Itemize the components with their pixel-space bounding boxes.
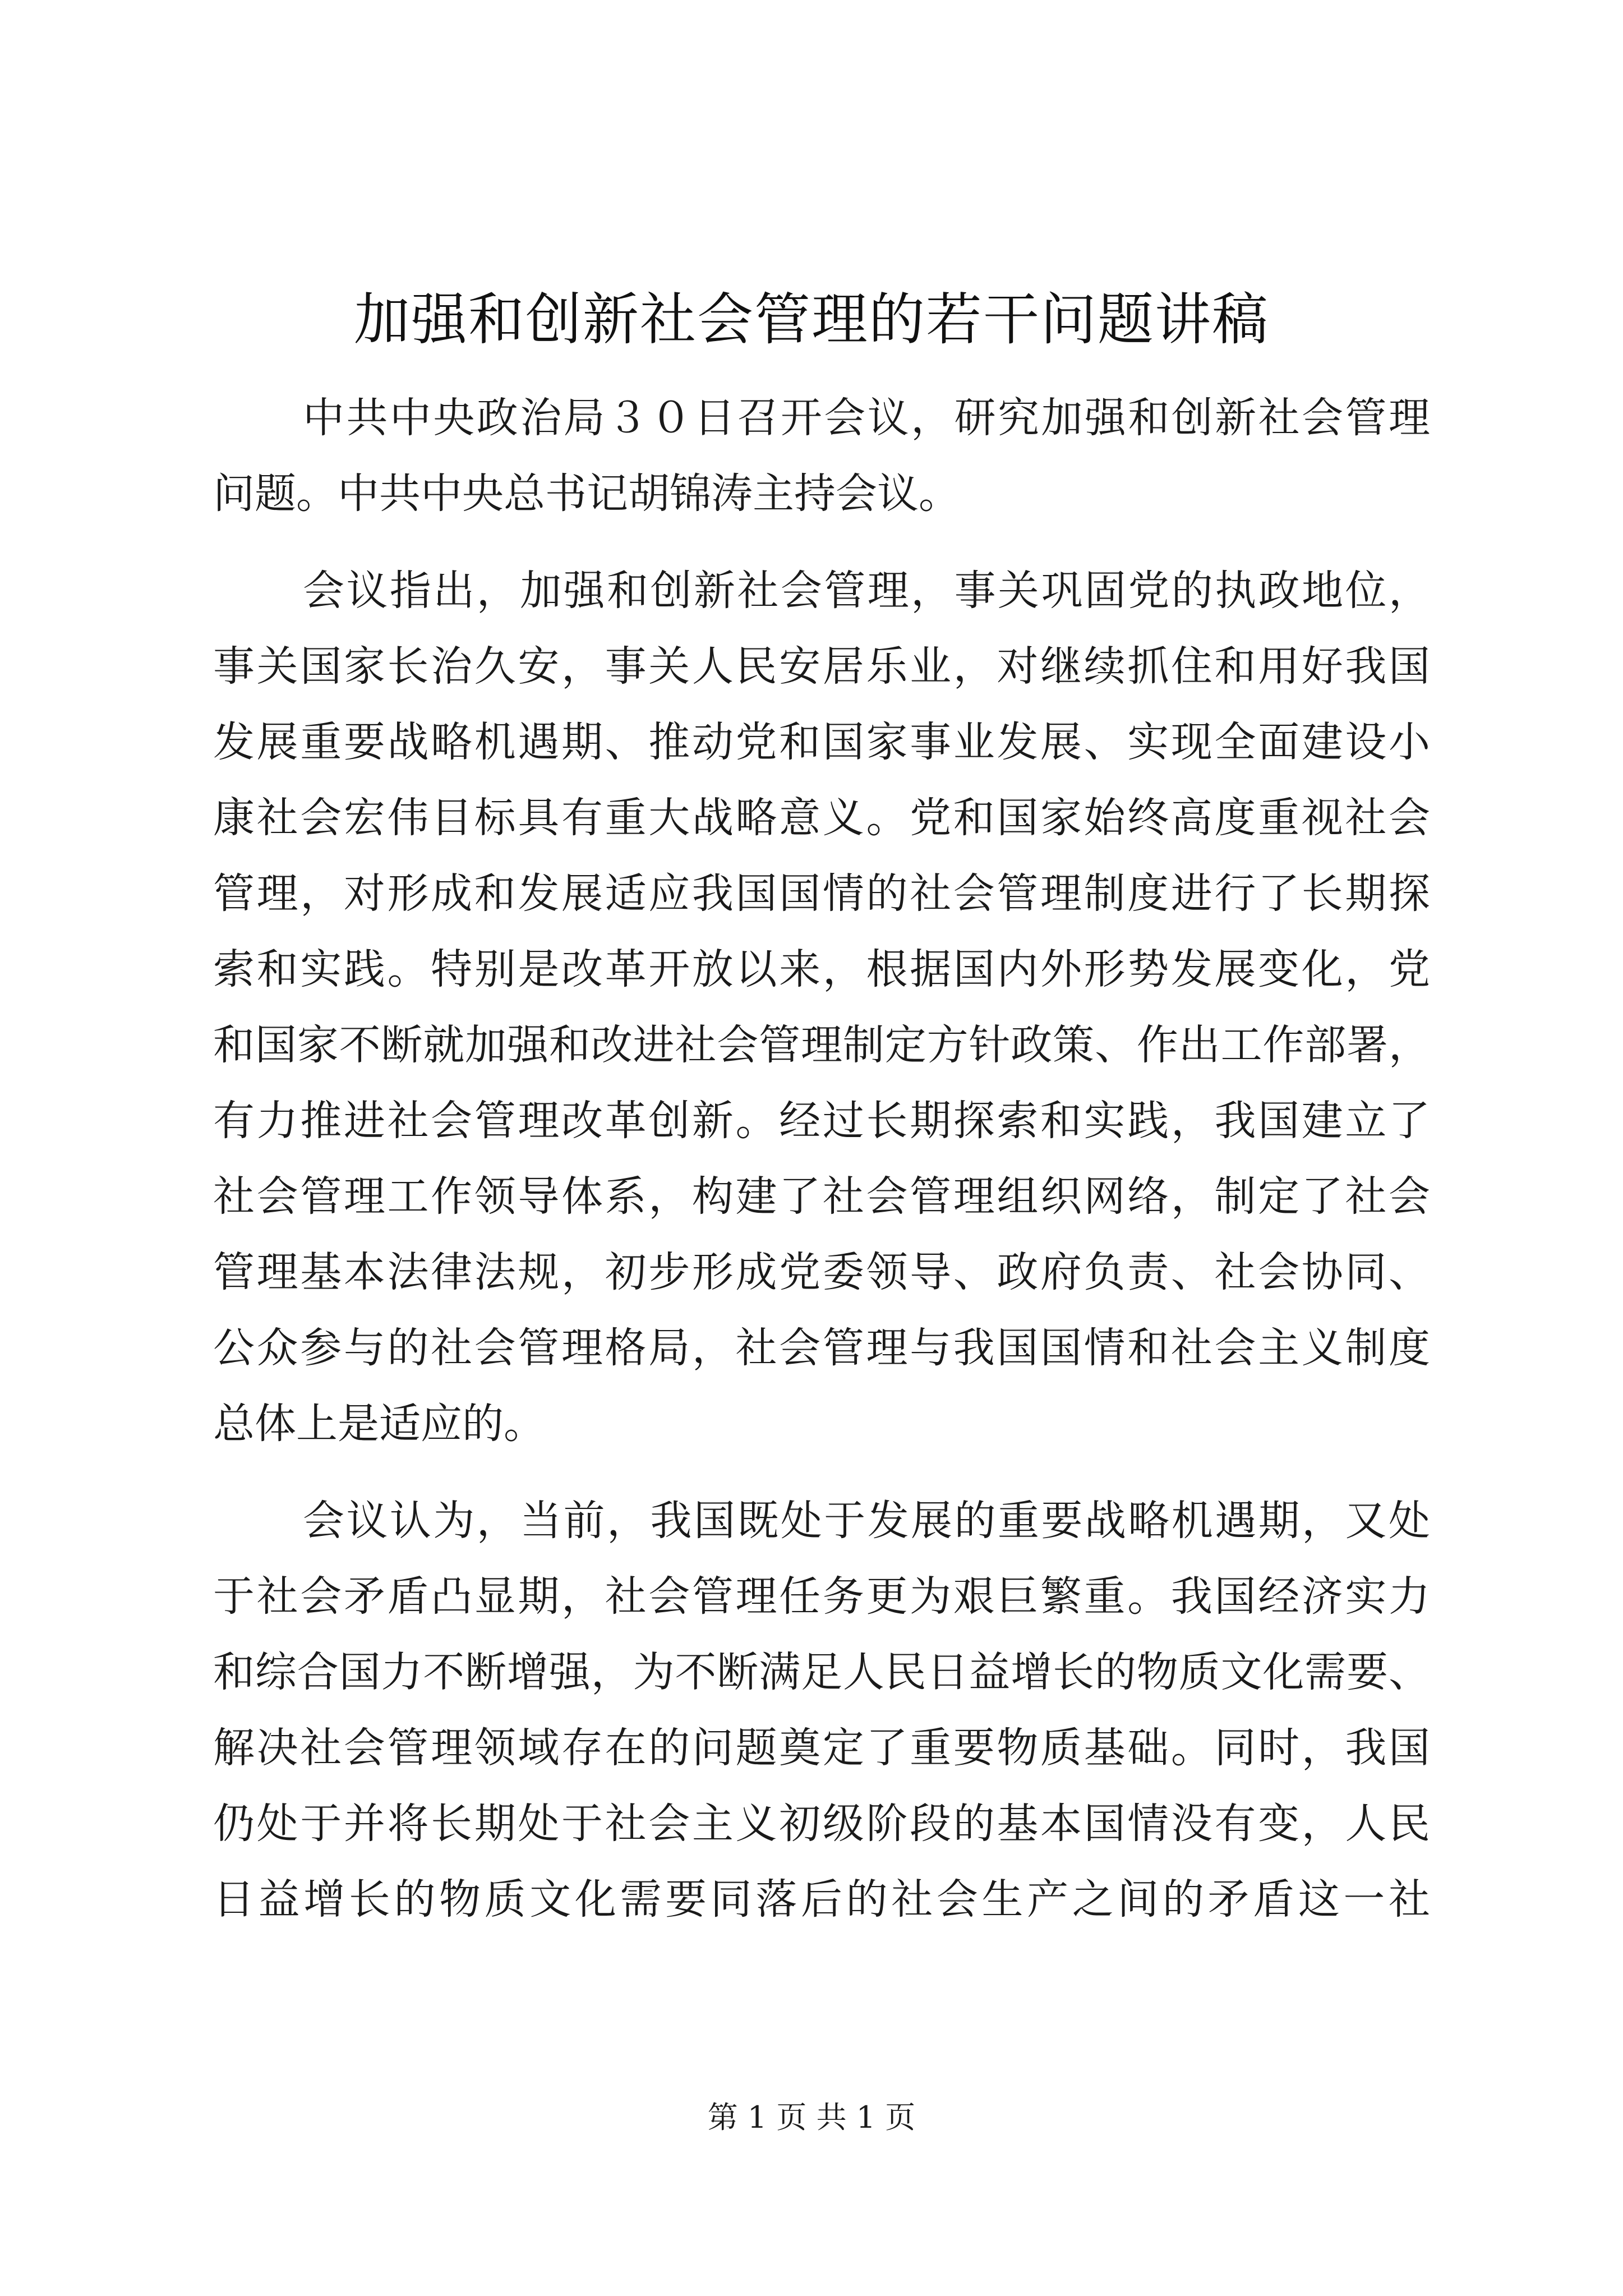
paragraph-line: 公众参与的社会管理格局，社会管理与我国国情和社会主义制度 [213, 1324, 1430, 1372]
paragraph-line: 社会管理工作领导体系，构建了社会管理组织网络，制定了社会 [213, 1172, 1430, 1221]
paragraph [213, 553, 1430, 1462]
paragraph-line: 发展重要战略机遇期、推动党和国家事业发展、实现全面建设小 [213, 718, 1430, 766]
paragraph-line: 中共中央政治局３０日召开会议，研究加强和创新社会管理 [303, 394, 1430, 442]
paragraph-line: 管理基本法律法规，初步形成党委领导、政府负责、社会协同、 [213, 1248, 1430, 1296]
page-number-label: 第 1 页 共 1 页 [707, 2100, 916, 2135]
paragraph [213, 380, 1430, 532]
paragraph-line: 会议指出，加强和创新社会管理，事关巩固党的执政地位， [303, 567, 1430, 615]
paragraph-line: 事关国家长治久安，事关人民安居乐业，对继续抓住和用好我国 [213, 642, 1430, 691]
paragraph-line: 总体上是适应的。 [213, 1400, 545, 1448]
page-number-footer [0, 2098, 1623, 2137]
paragraph-line: 有力推进社会管理改革创新。经过长期探索和实践，我国建立了 [213, 1097, 1430, 1145]
paragraph-line: 会议认为，当前，我国既处于发展的重要战略机遇期，又处 [303, 1497, 1430, 1545]
paragraph-line: 管理，对形成和发展适应我国国情的社会管理制度进行了长期探 [213, 869, 1430, 918]
document-title: 加强和创新社会管理的若干问题讲稿 [354, 287, 1269, 352]
paragraph-line: 解决社会管理领域存在的问题奠定了重要物质基础。同时，我国 [213, 1724, 1430, 1772]
paragraph-line: 和综合国力不断增强，为不断满足人民日益增长的物质文化需要、 [213, 1648, 1430, 1696]
paragraph-line: 于社会矛盾凸显期，社会管理任务更为艰巨繁重。我国经济实力 [213, 1572, 1430, 1621]
paragraph-line: 和国家不断就加强和改进社会管理制定方针政策、作出工作部署， [213, 1021, 1430, 1069]
paragraph-line: 仍处于并将长期处于社会主义初级阶段的基本国情没有变，人民 [213, 1800, 1430, 1848]
paragraph [213, 1483, 1430, 1938]
paragraph-line: 康社会宏伟目标具有重大战略意义。党和国家始终高度重视社会 [213, 794, 1430, 842]
paragraph-line: 日益增长的物质文化需要同落后的社会生产之间的矛盾这一社 [213, 1875, 1430, 1924]
paragraph-line: 索和实践。特别是改革开放以来，根据国内外形势发展变化，党 [213, 945, 1430, 993]
document-body [213, 380, 1430, 1938]
paragraph-line: 问题。中共中央总书记胡锦涛主持会议。 [213, 470, 960, 518]
